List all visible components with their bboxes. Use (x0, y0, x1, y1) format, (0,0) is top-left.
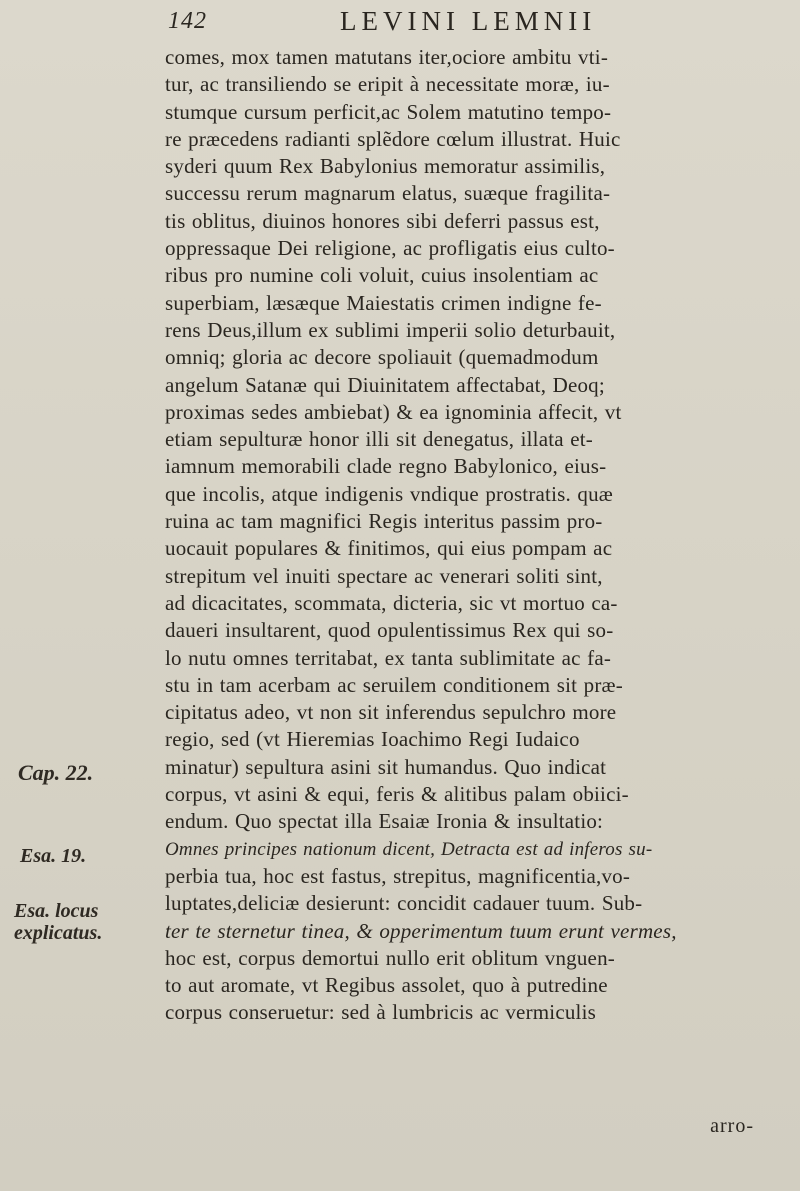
margin-note-esa-locus: Esa. locus explicatus. (14, 900, 103, 944)
text-line: stumque cursum perficit,ac Solem matutino tempo- (165, 99, 612, 124)
text-line: ad dicacitates, scommata, dicteria, sic vt mortuo ca- (165, 590, 618, 615)
text-line: superbiam, læsæque Maiestatis crimen indigne fe- (165, 290, 602, 315)
text-line: corpus conseruetur: sed à lumbricis ac vermiculis (165, 1000, 597, 1025)
margin-note-esa-19: Esa. 19. (20, 845, 87, 867)
catchword: arro- (710, 1115, 754, 1137)
text-line: corpus, vt asini & equi, feris & alitibus palam obiici- (165, 782, 629, 807)
text-line: uocauit populares & finitimos, qui eius pompam ac (165, 536, 613, 561)
text-line: hoc est, corpus demortui nullo erit oblitum vnguen- (165, 945, 615, 970)
text-line: to aut aromate, vt Regibus assolet, quo à putredine (165, 973, 608, 998)
text-line: minatur) sepultura asini sit humandus. Quo indicat (165, 754, 607, 779)
text-line: perbia tua, hoc est fastus, strepitus, magnificentia,vo- (165, 863, 631, 888)
text-line: que incolis, atque indigenis vndique prostratis. quæ (165, 481, 614, 506)
text-line: rens Deus,illum ex sublimi imperii solio deturbauit, (165, 317, 616, 342)
text-line: daueri insultarent, quod opulentissimus Rex qui so- (165, 618, 614, 643)
text-line: luptates,deliciæ desierunt: concidit cadauer tuum. Sub- (165, 891, 643, 916)
text-line: angelum Satanæ qui Diuinitatem affectabat, Deoq; (165, 372, 605, 397)
text-line: tur, ac transiliendo se eripit à necessitate moræ, iu- (165, 72, 610, 97)
text-line: ribus pro numine coli voluit, cuius insolentiam ac (165, 263, 599, 288)
margin-notes (0, 0, 150, 1191)
text-line: stu in tam acerbam ac seruilem conditionem sit præ- (165, 672, 623, 697)
text-line: cipitatus adeo, vt non sit inferendus sepulchro more (165, 700, 617, 725)
text-line: omniq; gloria ac decore spoliauit (quemadmodum (165, 345, 599, 370)
margin-note-cap: Cap. 22. (18, 760, 94, 785)
text-line: etiam sepulturæ honor illi sit denegatus, illata et- (165, 427, 593, 452)
text-line: oppressaque Dei religione, ac profligatis eius culto- (165, 236, 615, 261)
text-line: iamnum memorabili clade regno Babylonico, eius- (165, 454, 607, 479)
text-line: re præcedens radianti splẽdore cœlum illustrat. Huic (165, 126, 621, 151)
text-line: lo nutu omnes territabat, ex tanta sublimitate ac fa- (165, 645, 612, 670)
body-text (165, 44, 795, 1027)
text-line: successu rerum magnarum elatus, suæque fragilita- (165, 181, 611, 206)
running-title: LEVINI LEMNII (340, 6, 597, 36)
text-line-italic: Omnes principes nationum dicent, Detracta est ad inferos su- (165, 838, 653, 860)
text-line: ruina ac tam magnifici Regis interitus passim pro- (165, 509, 603, 534)
text-line: strepitum vel inuiti spectare ac venerari soliti sint, (165, 563, 603, 588)
text-line: tis oblitus, diuinos honores sibi deferri passus est, (165, 208, 600, 233)
text-line: proximas sedes ambiebat) & ea ignominia affecit, vt (165, 399, 622, 424)
text-line: comes, mox tamen matutans iter,ociore ambitu vti- (165, 45, 609, 69)
text-line: endum. Quo spectat illa Esaiæ Ironia & insultatio: (165, 809, 604, 834)
text-line: regio, sed (vt Hieremias Ioachimo Regi Iudaico (165, 727, 580, 752)
text-line-italic: ter te sternetur tinea, & opperimentum tuum erunt vermes, (165, 918, 677, 943)
text-line: syderi quum Rex Babylonius memoratur assimilis, (165, 154, 606, 179)
page-number: 142 (168, 8, 207, 34)
